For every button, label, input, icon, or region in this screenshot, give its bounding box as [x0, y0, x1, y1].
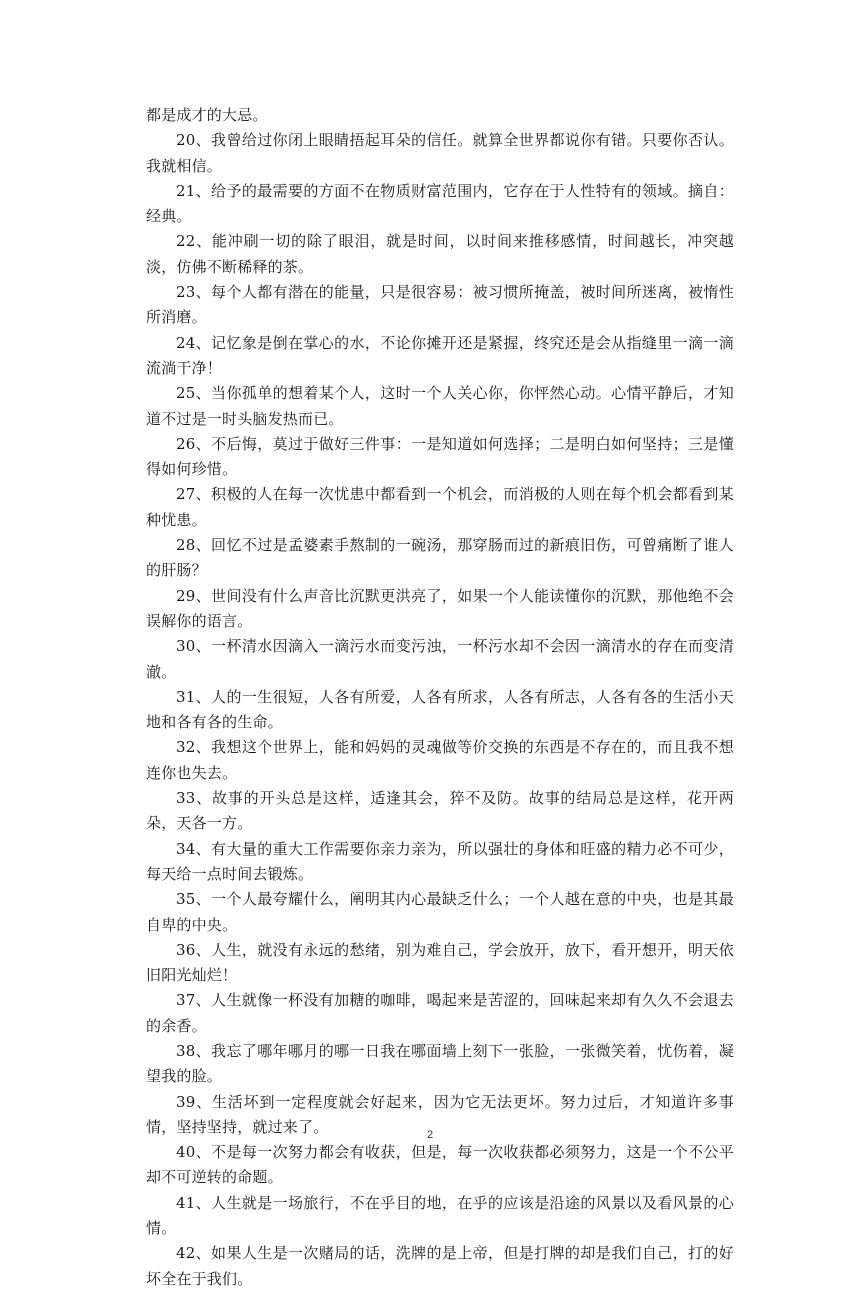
- paragraph-37: 37、人生就像一杯没有加糖的咖啡，喝起来是苦涩的，回味起来却有久久不会退去的余香。: [146, 991, 734, 1035]
- paragraph-25: 25、当你孤单的想着某个人，这时一个人关心你，你怦然心动。心情平静后，才知道不过是一时头脑发热而已。: [146, 384, 734, 428]
- lead-fragment: 都是成才的大忌。: [146, 106, 268, 124]
- paragraph-30: 30、一杯清水因滴入一滴污水而变污浊，一杯污水却不会因一滴清水的存在而变清澈。: [146, 637, 734, 681]
- paragraph-39: 39、生活坏到一定程度就会好起来，因为它无法更坏。努力过后，才知道许多事情，坚持坚持，就过来了。: [146, 1092, 734, 1136]
- paragraph-40: 40、不是每一次努力都会有收获，但是，每一次收获都必须努力，这是一个不公平却不可逆转的命题。: [146, 1143, 734, 1187]
- document-body: [146, 103, 734, 1292]
- paragraph-42: 42、如果人生是一次赌局的话，洗牌的是上帝，但是打牌的却是我们自己，打的好坏全在于我们。: [146, 1244, 734, 1288]
- paragraph-38: 38、我忘了哪年哪月的哪一日我在哪面墙上刻下一张脸，一张微笑着，忧伤着，凝望我的脸。: [146, 1041, 734, 1086]
- paragraph-31: 31、人的一生很短，人各有所爱，人各有所求，人各有所志，人各有各的生活小天地和各有各的生命。: [146, 687, 734, 732]
- paragraph-24: 24、记忆象是倒在掌心的水，不论你摊开还是紧握，终究还是会从指缝里一滴一滴流淌干净！: [146, 333, 734, 377]
- paragraph-28: 28、回忆不过是孟婆素手熬制的一碗汤，那穿肠而过的新痕旧伤，可曾痛断了谁人的肝肠？: [146, 536, 734, 580]
- paragraph-34: 34、有大量的重大工作需要你亲力亲为，所以强壮的身体和旺盛的精力必不可少，每天给一点时间去锻炼。: [146, 839, 734, 883]
- paragraph-27: 27、积极的人在每一次忧患中都看到一个机会，而消极的人则在每个机会都看到某种忧患。: [146, 485, 734, 529]
- paragraph-21: 21、给予的最需要的方面不在物质财富范围内，它存在于人性特有的领域。摘自：经典。: [146, 181, 734, 226]
- paragraph-22: 22、能冲刷一切的除了眼泪，就是时间，以时间来推移感情，时间越长，冲突越淡，仿佛不断稀释的茶。: [146, 232, 734, 276]
- paragraph-35: 35、一个人最夸耀什么，阐明其内心最缺乏什么；一个人越在意的中央，也是其最自卑的中央。: [146, 890, 734, 934]
- paragraph-33: 33、故事的开头总是这样，适逢其会，猝不及防。故事的结局总是这样，花开两朵，天各一方。: [146, 789, 734, 833]
- paragraph-32: 32、我想这个世界上，能和妈妈的灵魂做等价交换的东西是不存在的，而且我不想连你也失去。: [146, 738, 734, 782]
- paragraph-41: 41、人生就是一场旅行，不在乎目的地，在乎的应该是沿途的风景以及看风景的心情。: [146, 1193, 734, 1238]
- paragraph-23: 23、每个人都有潜在的能量，只是很容易：被习惯所掩盖，被时间所迷离，被惰性所消磨。: [146, 283, 734, 327]
- paragraph-36: 36、人生，就没有永远的愁绪，别为难自己，学会放开，放下，看开想开，明天依旧阳光灿烂！: [146, 940, 734, 985]
- paragraph-26: 26、不后悔，莫过于做好三件事：一是知道如何选择；二是明白如何坚持；三是懂得如何珍惜。: [146, 434, 734, 479]
- page-number: 2: [426, 1129, 434, 1141]
- paragraph-20: 20、我曾给过你闭上眼睛捂起耳朵的信任。就算全世界都说你有错。只要你否认。我就相信。: [146, 131, 734, 175]
- paragraph-29: 29、世间没有什么声音比沉默更洪亮了，如果一个人能读懂你的沉默，那他绝不会误解你的语言。: [146, 586, 734, 630]
